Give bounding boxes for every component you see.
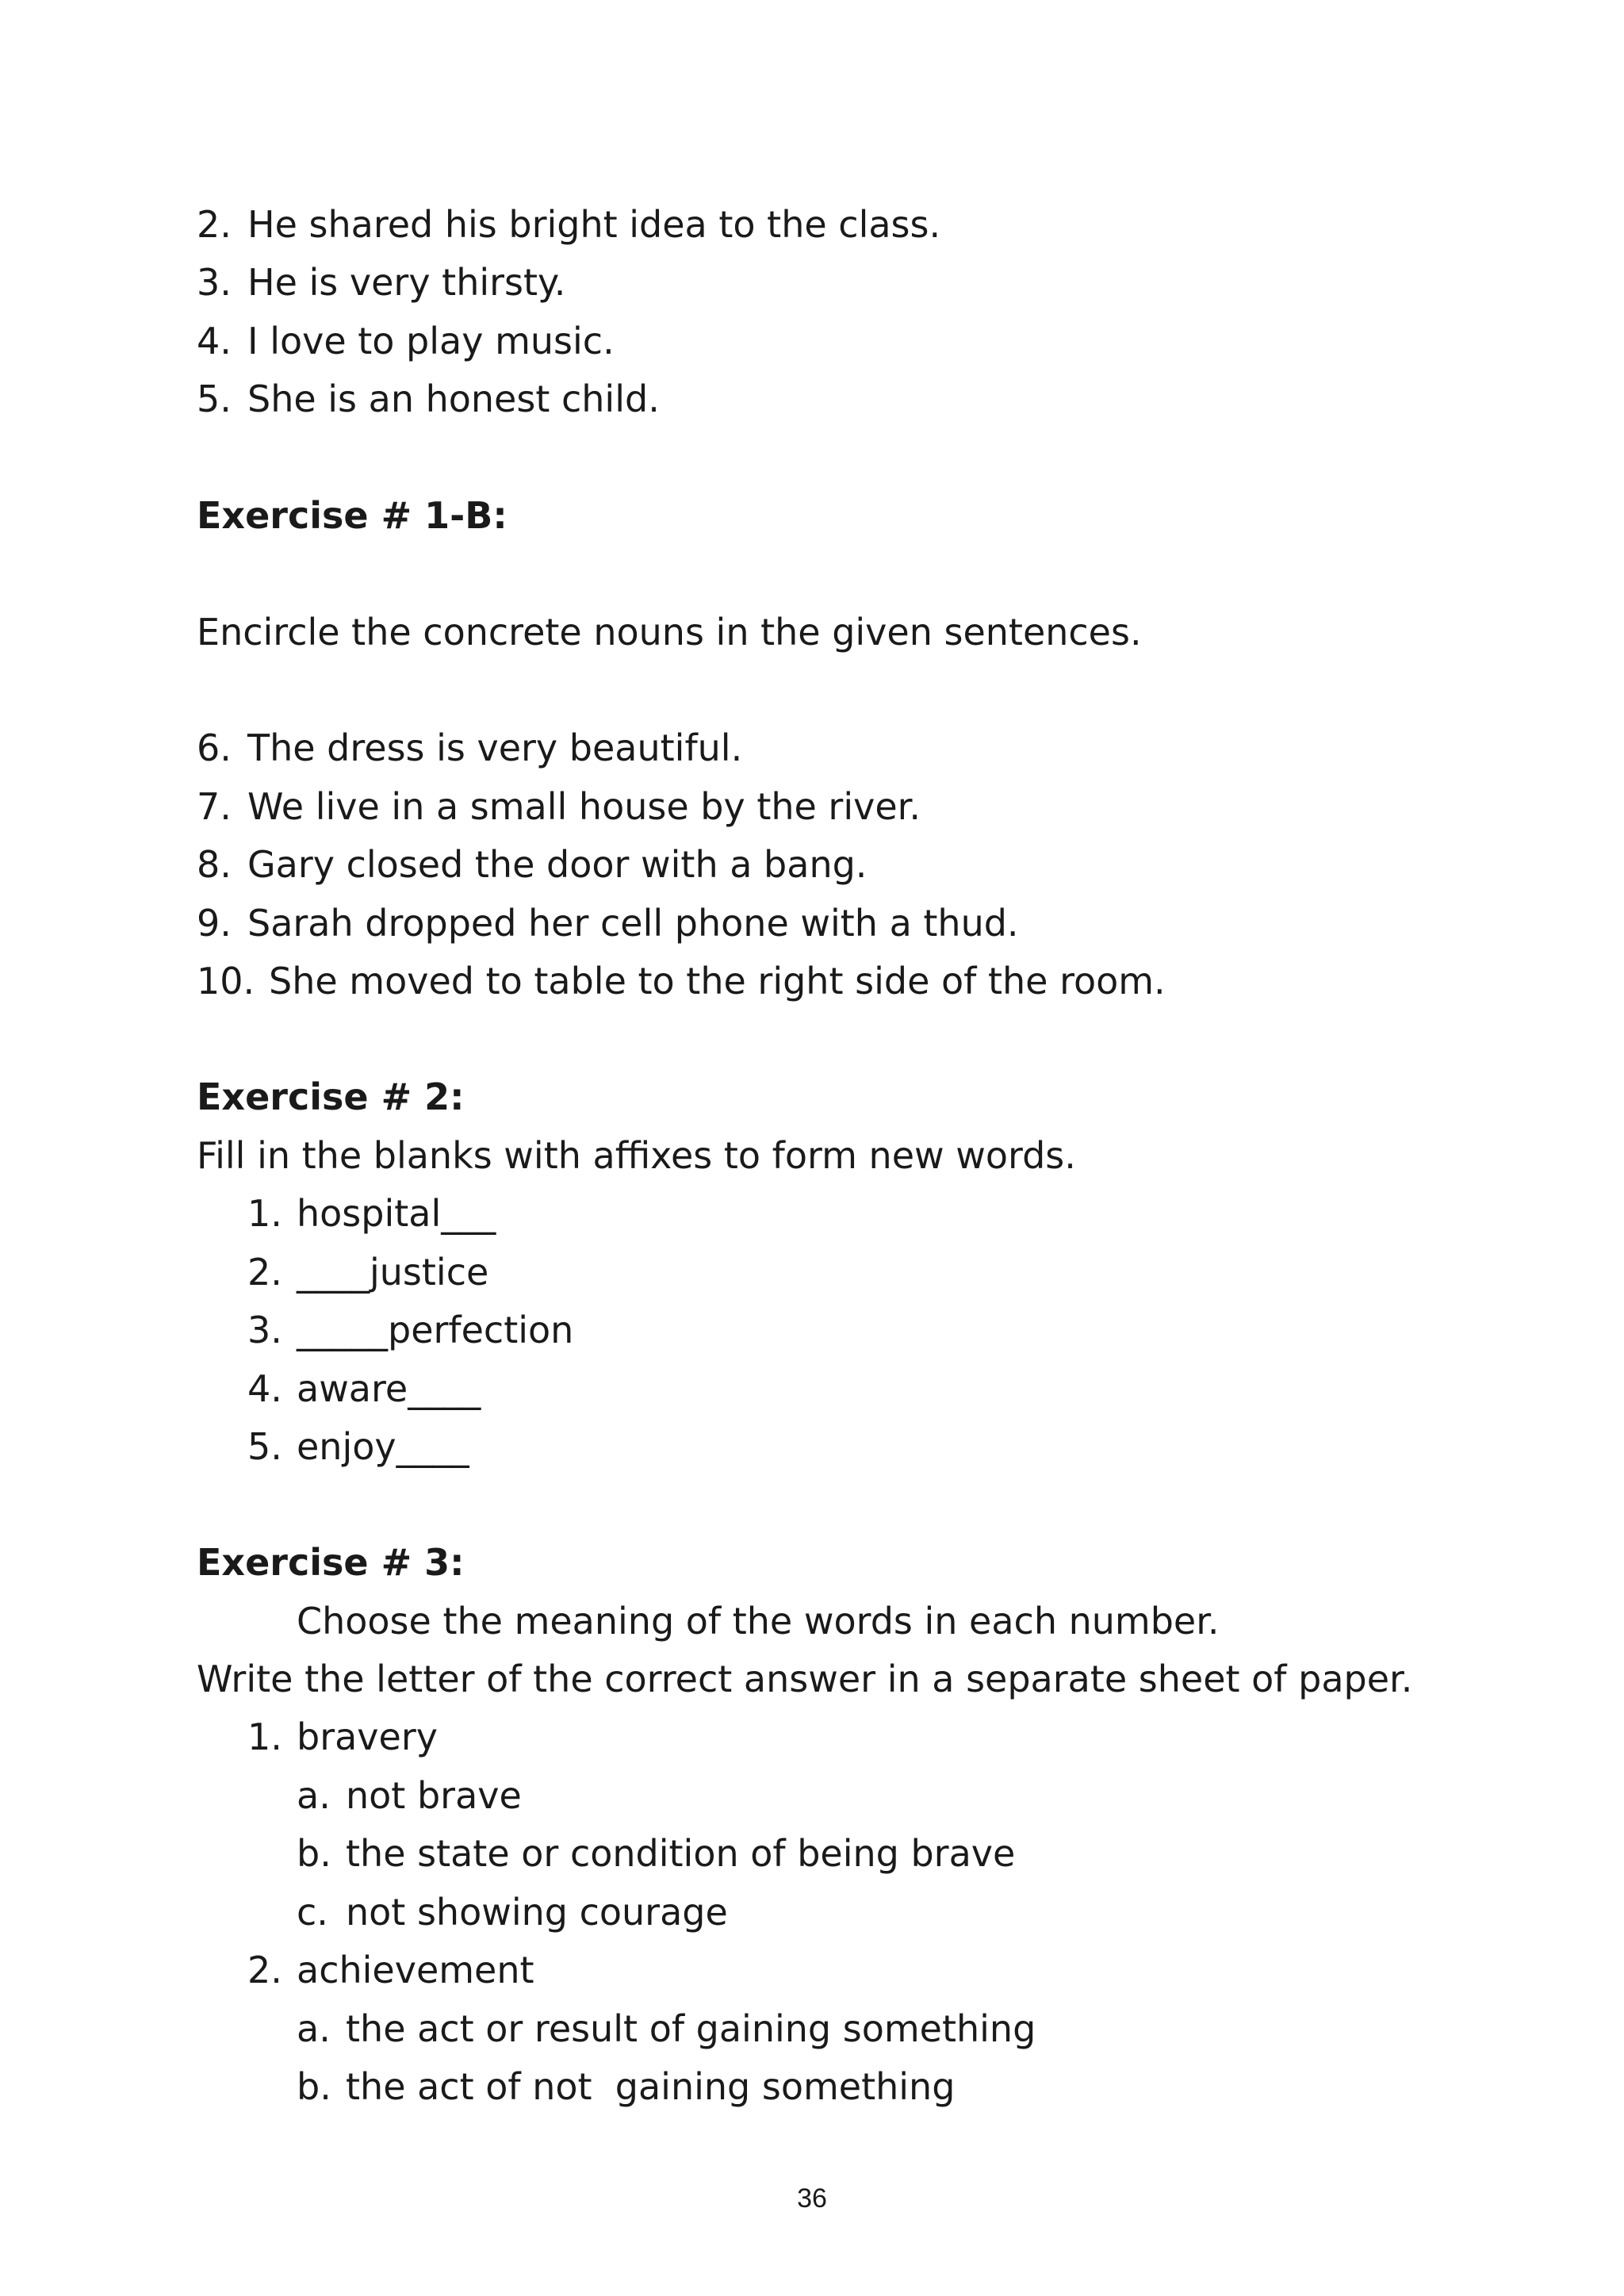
- list-item-text: The dress is very beautiful.: [247, 726, 743, 769]
- exercise-3-instruction-continued: Write the letter of the correct answer in a separate sheet of paper.: [197, 1658, 1413, 1700]
- question-number: 1.: [247, 1715, 282, 1758]
- fill-blank-item: aware____: [297, 1367, 481, 1410]
- list-item-number: 1.: [247, 1192, 282, 1235]
- option-text: the act of not gaining something: [346, 2065, 956, 2108]
- list-item-number: 4.: [247, 1367, 282, 1410]
- list-item-text: She moved to table to the right side of the room.: [269, 960, 1166, 1002]
- option-letter: a.: [297, 1774, 331, 1817]
- list-item-number: 9.: [197, 902, 232, 945]
- question-word: bravery: [297, 1715, 438, 1758]
- list-item-number: 8.: [197, 843, 232, 886]
- exercise-3-heading: Exercise # 3:: [197, 1541, 465, 1584]
- list-item-number: 2.: [197, 203, 232, 246]
- exercise-2-instruction: Fill in the blanks with affixes to form new words.: [197, 1134, 1076, 1177]
- page-number: 36: [797, 2183, 827, 2214]
- list-item-number: 3.: [247, 1309, 282, 1351]
- list-item-number: 4.: [197, 320, 232, 362]
- fill-blank-item: enjoy____: [297, 1425, 469, 1468]
- list-item-number: 3.: [197, 261, 232, 304]
- list-item-text: He is very thirsty.: [247, 261, 566, 304]
- exercise-3-instruction: Choose the meaning of the words in each number.: [297, 1600, 1220, 1642]
- option-letter: c.: [297, 1891, 328, 1934]
- question-number: 2.: [247, 1949, 282, 1991]
- exercise-2-heading: Exercise # 2:: [197, 1075, 465, 1118]
- option-letter: b.: [297, 1832, 331, 1875]
- list-item-number: 7.: [197, 785, 232, 828]
- exercise-1b-heading: Exercise # 1-B:: [197, 494, 508, 537]
- fill-blank-item: hospital___: [297, 1192, 496, 1235]
- list-item-number: 2.: [247, 1251, 282, 1294]
- list-item-text: She is an honest child.: [247, 378, 660, 420]
- exercise-1b-instruction: Encircle the concrete nouns in the given sentences.: [197, 611, 1142, 654]
- list-item-number: 5.: [247, 1425, 282, 1468]
- question-word: achievement: [297, 1949, 534, 1991]
- option-letter: a.: [297, 2007, 331, 2050]
- list-item-text: Gary closed the door with a bang.: [247, 843, 868, 886]
- list-item-number: 10.: [197, 960, 255, 1002]
- list-item-text: Sarah dropped her cell phone with a thud.: [247, 902, 1019, 945]
- list-item-text: He shared his bright idea to the class.: [247, 203, 941, 246]
- list-item-text: We live in a small house by the river.: [247, 785, 921, 828]
- option-text: not showing courage: [346, 1891, 728, 1934]
- option-text: the act or result of gaining something: [346, 2007, 1036, 2050]
- fill-blank-item: _____perfection: [297, 1309, 574, 1351]
- list-item-number: 6.: [197, 726, 232, 769]
- fill-blank-item: ____justice: [297, 1251, 489, 1294]
- option-text: the state or condition of being brave: [346, 1832, 1016, 1875]
- list-item-number: 5.: [197, 378, 232, 420]
- option-text: not brave: [346, 1774, 522, 1817]
- option-letter: b.: [297, 2065, 331, 2108]
- list-item-text: I love to play music.: [247, 320, 615, 362]
